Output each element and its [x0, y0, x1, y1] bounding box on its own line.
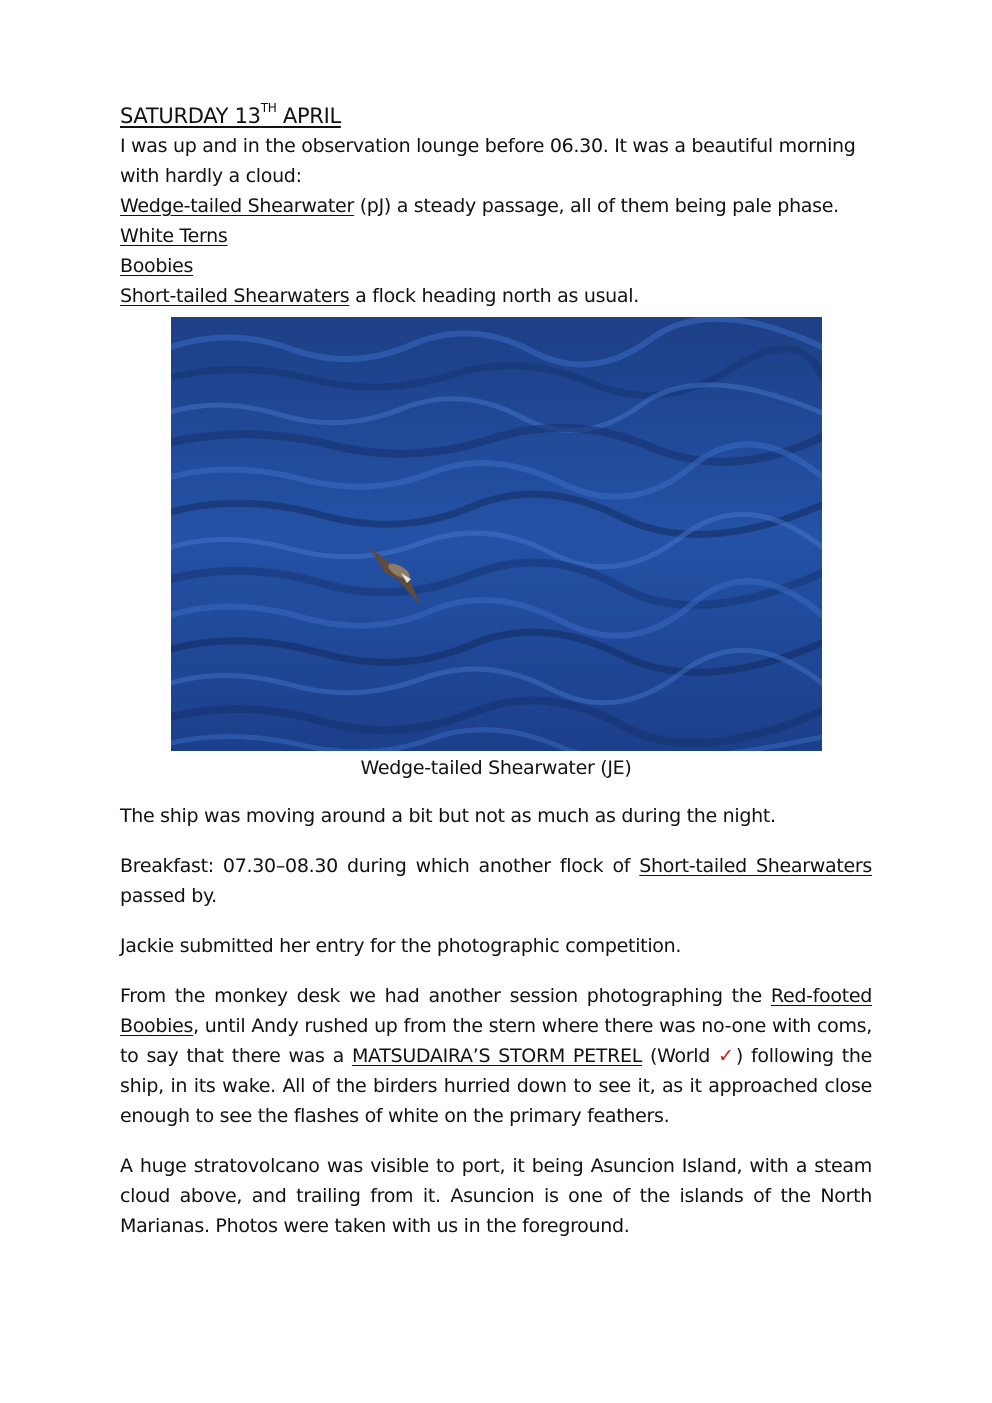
petrel-text-3: (World: [642, 1045, 719, 1067]
photo-caption: Wedge-tailed Shearwater (JE): [360, 757, 632, 779]
species-name: Wedge-tailed Shearwater: [120, 195, 354, 217]
species-name: Red-footed Boobies: [120, 985, 872, 1037]
species-name: Short-tailed Shearwaters: [120, 285, 350, 307]
heading-superscript: TH: [260, 101, 277, 115]
checkmark-icon: ✓: [718, 1045, 736, 1067]
intro-line-2: with hardly a cloud:: [120, 165, 302, 187]
species-name: Boobies: [120, 255, 194, 277]
paragraph-competition: Jackie submitted her entry for the photographic competition.: [120, 935, 682, 957]
species-name: White Terns: [120, 225, 228, 247]
petrel-text-4: ) following the ship, in its wake. All of the birders hurried down to see it, as it approached close enough to see the flashes of white on the primary feathers.: [120, 1045, 872, 1127]
sighting-item: [120, 251, 872, 281]
sighting-item: [120, 281, 872, 311]
species-name: Short-tailed Shearwaters: [639, 855, 872, 877]
heading-month: APRIL: [282, 104, 341, 128]
shearwater-photo: [171, 317, 822, 751]
paragraph-breakfast: [120, 851, 872, 911]
intro-line-1: I was up and in the observation lounge before 06.30. It was a beautiful morning: [120, 135, 856, 157]
species-name: MATSUDAIRA’S STORM PETREL: [351, 1045, 642, 1067]
paragraph-ship: The ship was moving around a bit but not as much as during the night.: [120, 805, 776, 827]
sighting-item: [120, 221, 872, 251]
page-heading: [120, 96, 872, 131]
petrel-text-1: From the monkey desk we had another session photographing the: [120, 985, 771, 1007]
species-note: (pJ) a steady passage, all of them being pale phase.: [353, 195, 839, 217]
paragraph-storm-petrel: [120, 981, 872, 1131]
breakfast-text-end: passed by.: [120, 885, 217, 907]
petrel-text-2: , until Andy rushed up from the stern where there was no-one with coms, to say that there was a: [120, 1015, 872, 1067]
paragraph-volcano: A huge stratovolcano was visible to port, it being Asuncion Island, with a steam cloud above, and trailing from it. Asuncion is one of the islands of the North Marianas. Photos were taken with us in the foreground.: [120, 1155, 872, 1237]
heading-day: SATURDAY 13: [120, 104, 261, 128]
breakfast-text: Breakfast: 07.30–08.30 during which another flock of: [120, 855, 640, 877]
photo-figure: [120, 317, 872, 783]
species-note: a flock heading north as usual.: [349, 285, 639, 307]
document-page: [120, 96, 872, 1241]
sighting-item: [120, 191, 872, 221]
